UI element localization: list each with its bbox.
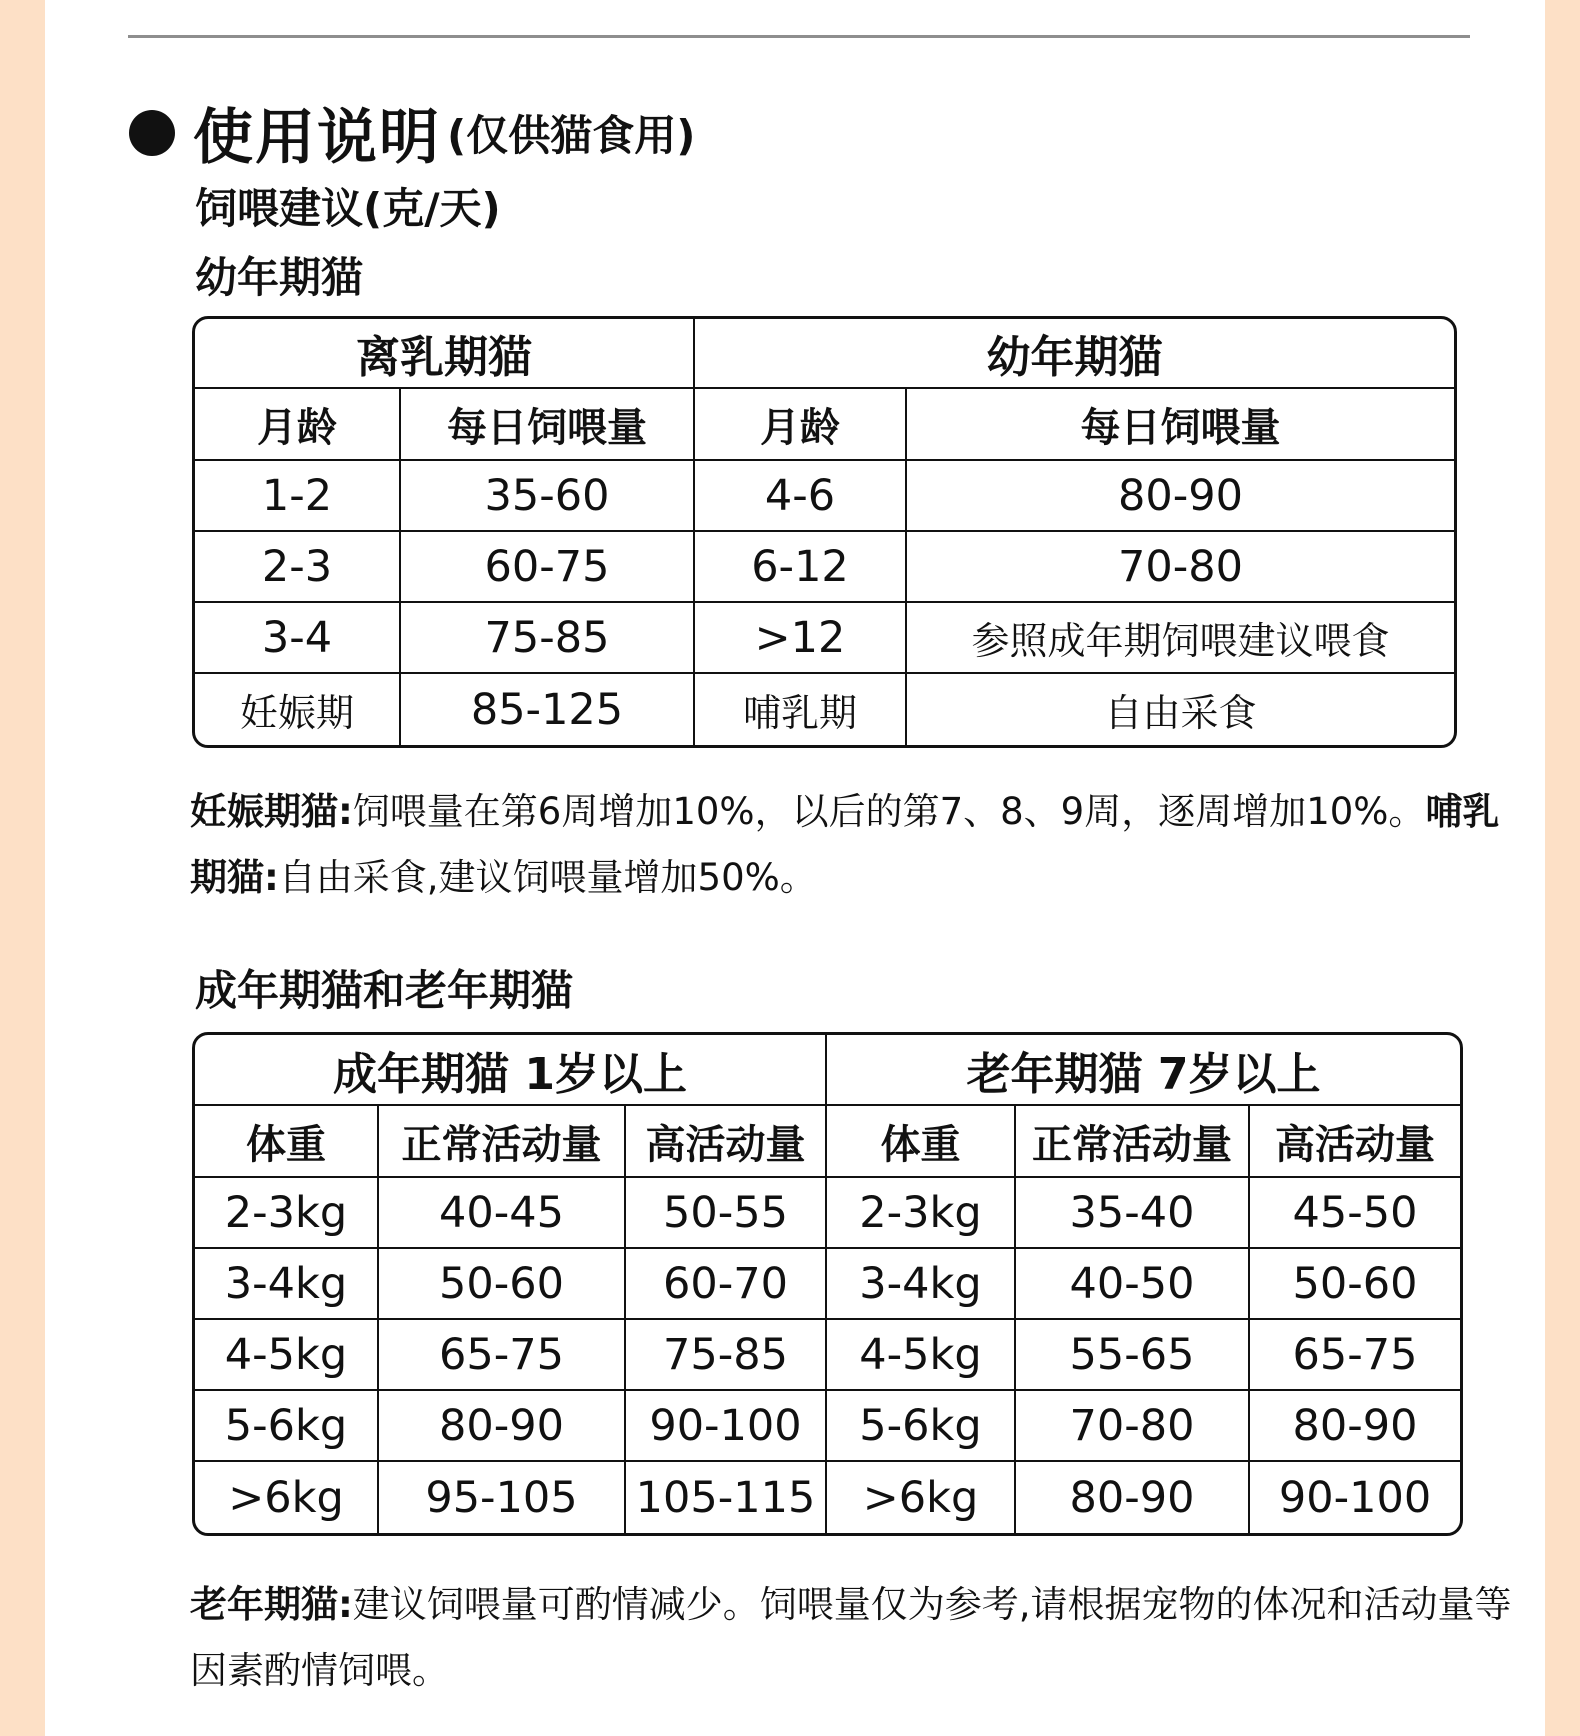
table-cell: 5-6kg (195, 1391, 379, 1462)
senior-label: 老年期猫: (190, 1583, 353, 1626)
table-cell: 2-3kg (195, 1178, 379, 1249)
table-cell: 70-80 (907, 532, 1454, 603)
column-header: 高活动量 (626, 1106, 827, 1178)
table-cell: 35-40 (1016, 1178, 1250, 1249)
table-cell: 80-90 (1016, 1462, 1250, 1533)
column-header: 正常活动量 (379, 1106, 626, 1178)
column-header: 每日饲喂量 (907, 389, 1454, 461)
table-cell: 1-2 (195, 461, 401, 532)
table-cell: 3-4 (195, 603, 401, 674)
table-cell: 50-60 (379, 1249, 626, 1320)
table-cell: 50-55 (626, 1178, 827, 1249)
table-row (195, 674, 1454, 745)
heading-suffix: (仅供猫食用) (447, 111, 696, 160)
column-header: 体重 (827, 1106, 1016, 1178)
kitten-feeding-table (192, 316, 1457, 748)
adult-feeding-table (192, 1032, 1463, 1536)
table-cell: 6-12 (695, 532, 907, 603)
table-cell: 80-90 (379, 1391, 626, 1462)
group-header-adult: 成年期猫 1岁以上 (195, 1035, 827, 1106)
group-header-weaning: 离乳期猫 (195, 319, 695, 389)
table-row (195, 603, 1454, 674)
table-row (195, 1462, 1460, 1533)
section-heading (129, 98, 696, 173)
table-cell: 95-105 (379, 1462, 626, 1533)
table-cell: 90-100 (1278, 1472, 1432, 1523)
table-header-row (195, 1106, 1460, 1178)
column-header: 月龄 (695, 389, 907, 461)
table-cell: 自由采食 (1104, 691, 1257, 735)
column-header: 每日饲喂量 (401, 389, 695, 461)
nursing-label: 哺乳期猫: (190, 790, 1500, 899)
senior-note (190, 1572, 1520, 1704)
column-header: 体重 (195, 1106, 379, 1178)
table-header-row (195, 389, 1454, 461)
pregnant-label: 妊娠期猫: (190, 790, 353, 833)
adult-section-label: 成年期猫和老年期猫 (195, 966, 574, 1015)
table-cell: 60-70 (626, 1249, 827, 1320)
table-cell: 75-85 (401, 603, 695, 674)
pregnant-text: 饲喂量在第6周增加10%，以后的第7、8、9周，逐周增加10%。 (352, 790, 1426, 833)
table-cell: 2-3 (195, 532, 401, 603)
table-cell: 45-50 (1250, 1178, 1460, 1249)
table-cell: 85-125 (401, 674, 695, 745)
table-row (195, 1391, 1460, 1462)
table-cell: 妊娠期 (195, 674, 401, 745)
table-cell: 40-50 (1016, 1249, 1250, 1320)
table-cell: 35-60 (401, 461, 695, 532)
table-cell: >6kg (195, 1462, 379, 1533)
page-sheet (45, 0, 1545, 1736)
table-row (195, 461, 1454, 532)
table-cell: 80-90 (907, 461, 1454, 532)
table-cell: 4-5kg (195, 1320, 379, 1391)
column-header: 正常活动量 (1016, 1106, 1250, 1178)
top-divider (128, 35, 1470, 38)
column-header: 高活动量 (1250, 1106, 1460, 1178)
kitten-note (190, 779, 1520, 911)
table-cell: 5-6kg (827, 1391, 1016, 1462)
table-row (195, 532, 1454, 603)
table-cell: >6kg (827, 1462, 1016, 1533)
column-header: 月龄 (195, 389, 401, 461)
table-cell: >12 (695, 603, 907, 674)
feeding-title: 饲喂建议(克/天) (195, 184, 501, 233)
table-cell: 4-6 (695, 461, 907, 532)
heading-title: 使用说明 (193, 103, 441, 173)
table-cell: 70-80 (1016, 1391, 1250, 1462)
kitten-section-label: 幼年期猫 (195, 253, 364, 302)
table-cell: 105-115 (626, 1462, 827, 1533)
table-cell: 90-100 (626, 1391, 827, 1462)
table-cell: 3-4kg (195, 1249, 379, 1320)
table-cell: 80-90 (1250, 1391, 1460, 1462)
table-row (195, 1249, 1460, 1320)
table-cell: 60-75 (401, 532, 695, 603)
table-cell: 40-45 (379, 1178, 626, 1249)
table-cell: 4-5kg (827, 1320, 1016, 1391)
table-cell: 55-65 (1016, 1320, 1250, 1391)
table-cell: 哺乳期 (695, 674, 907, 745)
nursing-text: 自由采食,建议饲喂量增加50%。 (278, 856, 817, 899)
table-cell: 3-4kg (827, 1249, 1016, 1320)
table-group-row (195, 1035, 1460, 1106)
table-cell: 65-75 (379, 1320, 626, 1391)
table-row (195, 1320, 1460, 1391)
table-cell: 75-85 (626, 1320, 827, 1391)
table-cell: 50-60 (1250, 1249, 1460, 1320)
table-cell: 65-75 (1250, 1320, 1460, 1391)
group-header-kitten: 幼年期猫 (695, 319, 1454, 389)
bullet-icon (129, 110, 175, 156)
table-row (195, 1178, 1460, 1249)
table-cell: 参照成年期饲喂建议喂食 (907, 603, 1454, 674)
table-cell: 2-3kg (827, 1178, 1016, 1249)
group-header-senior: 老年期猫 7岁以上 (827, 1035, 1460, 1106)
senior-text: 建议饲喂量可酌情减少。饲喂量仅为参考,请根据宠物的体况和活动量等因素酌情饲喂。 (190, 1583, 1512, 1692)
table-group-row (195, 319, 1454, 389)
